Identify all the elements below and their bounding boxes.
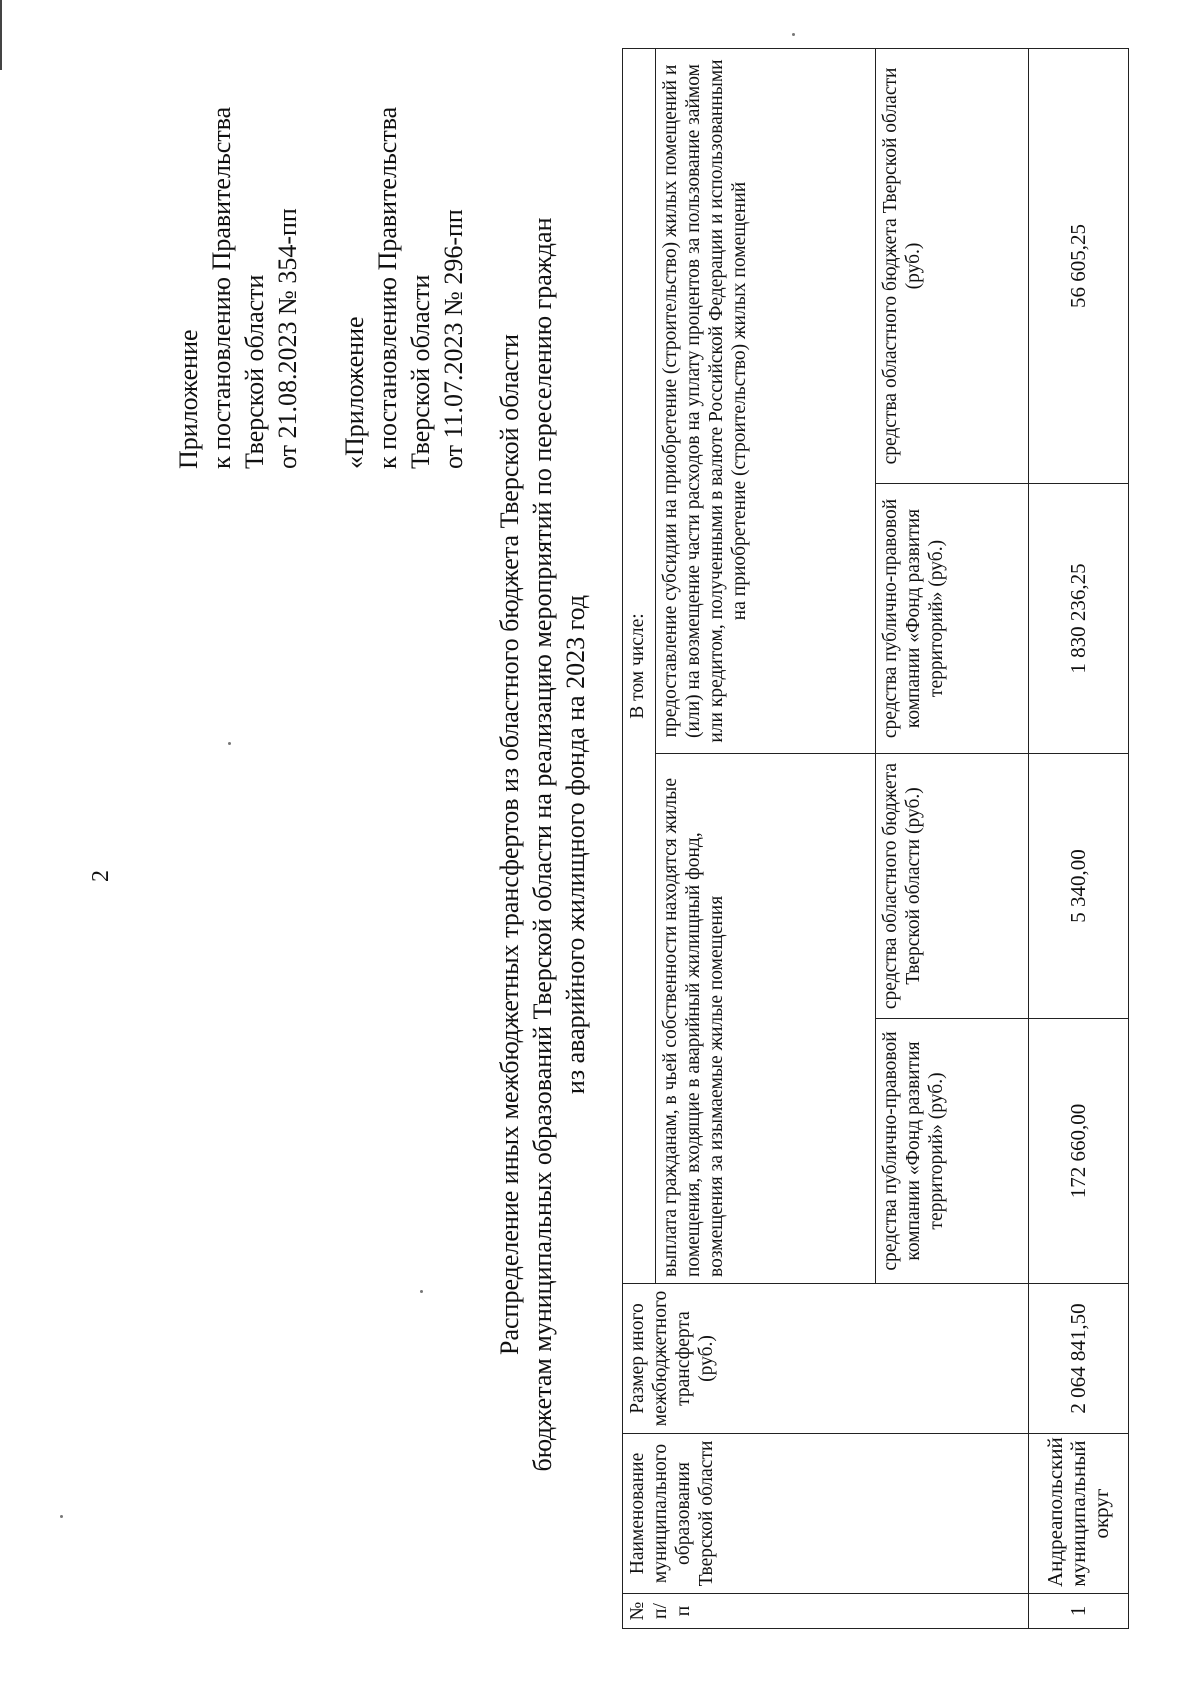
- header-transfer-size: Размер иного межбюджетного трансферта (руб.): [623, 1284, 1029, 1434]
- approval-line: Приложение: [174, 329, 203, 469]
- document-title: [493, 0, 592, 1689]
- approval-line: Тверской области: [240, 274, 269, 469]
- header-municipality: Наименование муниципального образования Тверской области: [623, 1434, 1029, 1594]
- approval-block-original: [338, 107, 470, 469]
- header-subsidy-regional: средства областного бюджета Тверской области (руб.): [876, 48, 1028, 483]
- header-including: В том числе:: [623, 48, 656, 1283]
- header-number: № п/п: [623, 1594, 1029, 1629]
- approval-line: «Приложение: [340, 316, 369, 469]
- approval-line: Тверской области: [406, 274, 435, 469]
- cell-subsidy-regional: 56 605,25: [1028, 48, 1128, 483]
- title-line: из аварийного жилищного фонда на 2023 год: [561, 594, 590, 1095]
- page-number: 2: [88, 870, 114, 882]
- header-payment-regional: средства областного бюджета Тверской области (руб.): [876, 754, 1028, 1019]
- header-subsidy-group: предоставление субсидии на приобретение (строительство) жилых помещений и (или) на возмещение части расходов на уплату процентов за пользование займом или кредитом, полученными в валюте Российской Федерации и использованными на приобретение (строительство) жилых помещений: [656, 48, 876, 753]
- cell-subsidy-fund: 1 830 236,25: [1028, 484, 1128, 754]
- approval-block-current: [172, 107, 304, 469]
- table-header-row: [623, 48, 656, 1628]
- cell-municipality: Андреапольский муниципальный округ: [1028, 1434, 1128, 1594]
- cell-number: 1: [1028, 1594, 1128, 1629]
- approval-line: к постановлению Правительства: [373, 106, 402, 469]
- cell-payment-fund: 172 660,00: [1028, 1019, 1128, 1284]
- approval-line: к постановлению Правительства: [207, 106, 236, 469]
- title-line: Распределение иных межбюджетных трансфертов из областного бюджета Тверской области: [495, 334, 524, 1355]
- cell-transfer-size: 2 064 841,50: [1028, 1284, 1128, 1434]
- header-subsidy-fund: средства публично-правовой компании «Фонд развития территорий» (руб.): [876, 484, 1028, 754]
- approval-line: от 11.07.2023 № 296-пп: [439, 209, 468, 469]
- table-row: [1028, 48, 1128, 1628]
- cell-payment-regional: 5 340,00: [1028, 754, 1128, 1019]
- title-line: бюджетам муниципальных образований Тверской области на реализацию мероприятий по переселению граждан: [528, 217, 557, 1472]
- header-payment-group: выплата гражданам, в чьей собственности находятся жилые помещения, входящие в аварийный жилищный фонд, возмещения за изымаемые жилые помещения: [656, 754, 876, 1284]
- approval-line: от 21.08.2023 № 354-пп: [273, 208, 302, 469]
- transfers-table: [622, 48, 1129, 1629]
- header-payment-fund: средства публично-правовой компании «Фонд развития территорий» (руб.): [876, 1019, 1028, 1284]
